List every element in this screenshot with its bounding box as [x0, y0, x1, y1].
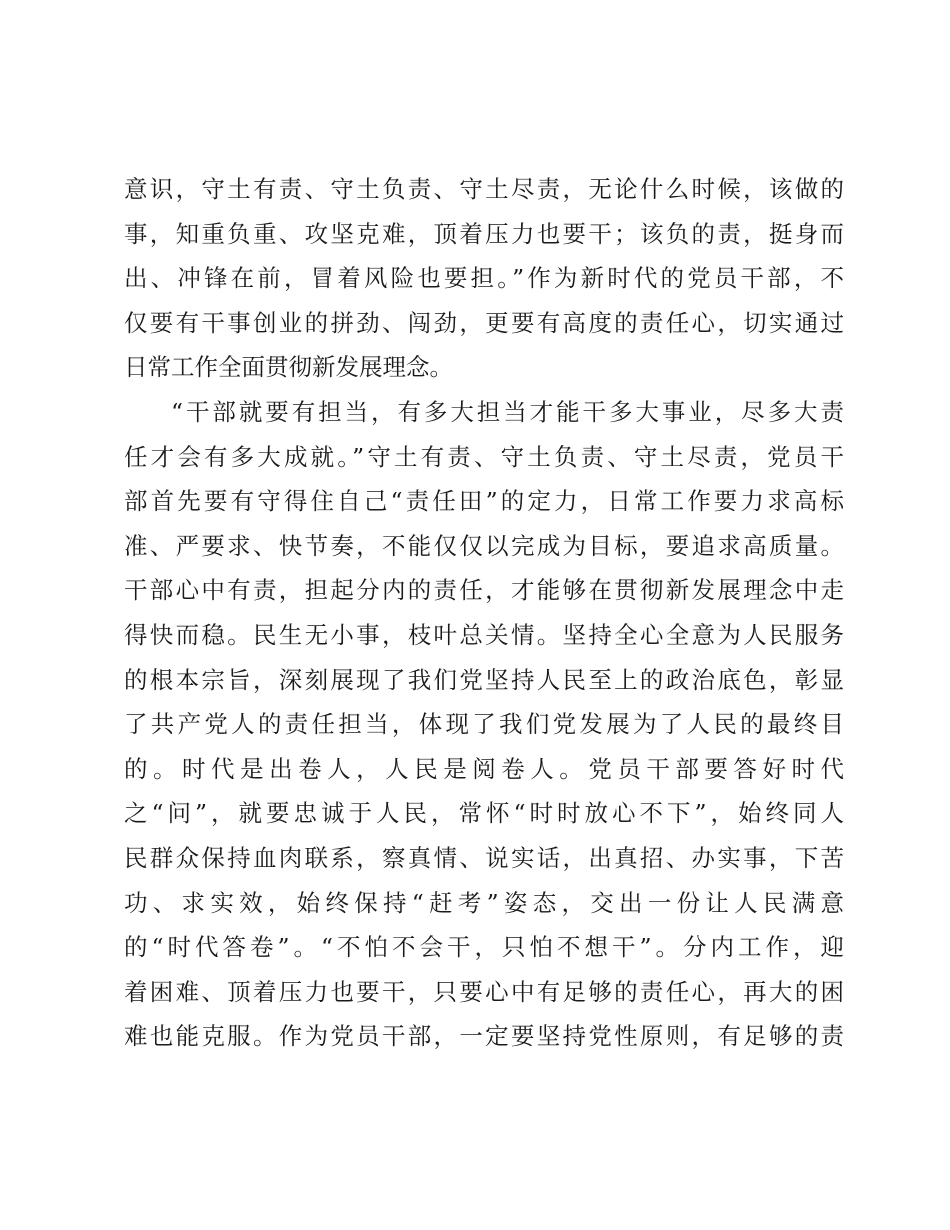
text-line: 得快而稳。民生无小事，枝叶总关情。坚持全心全意为人民服务 — [124, 620, 844, 649]
text-line: 部首先要有守得住自己“责任田”的定力，日常工作要力求高标 — [124, 487, 844, 516]
text-line: 任才会有多大成就。”守土有责、守土负责、守土尽责，党员干 — [124, 442, 844, 471]
text-line: 的根本宗旨，深刻展现了我们党坚持人民至上的政治底色，彰显 — [124, 665, 844, 694]
text-line: 干部心中有责，担起分内的责任，才能够在贯彻新发展理念中走 — [124, 576, 844, 605]
paragraph-first-line: “干部就要有担当，有多大担当才能干多大事业，尽多大责 — [171, 397, 844, 426]
text-line: 日常工作全面贯彻新发展理念。 — [124, 353, 453, 382]
text-line: 着困难、顶着压力也要干，只要心中有足够的责任心，再大的困 — [124, 977, 844, 1006]
text-line: 功、求实效，始终保持“赶考”姿态，交出一份让人民满意 — [124, 888, 844, 917]
text-line: 了共产党人的责任担当，体现了我们党发展为了人民的最终目 — [124, 710, 844, 739]
text-line: 意识，守土有责、守土负责、守土尽责，无论什么时候，该做的 — [124, 175, 844, 203]
text-line: 出、冲锋在前，冒着风险也要担。”作为新时代的党员干部，不 — [124, 264, 844, 293]
text-line: 准、严要求、快节奏，不能仅仅以完成为目标，要追求高质量。 — [124, 531, 844, 560]
text-line: 的“时代答卷”。“不怕不会干，只怕不想干”。分内工作，迎 — [124, 933, 844, 962]
text-line: 的。时代是出卷人，人民是阅卷人。党员干部要答好时代 — [124, 754, 844, 783]
text-line: 之“问”，就要忠诚于人民，常怀“时时放心不下”，始终同人 — [124, 799, 844, 828]
text-line: 难也能克服。作为党员干部，一定要坚持党性原则，有足够的责 — [124, 1022, 844, 1051]
text-line: 仅要有干事创业的拼劲、闯劲，更要有高度的责任心，切实通过 — [124, 308, 844, 337]
text-line: 民群众保持血肉联系，察真情、说实话，出真招、办实事，下苦 — [124, 843, 844, 872]
text-line: 事，知重负重、攻坚克难，顶着压力也要干；该负的责，挺身而 — [124, 219, 844, 248]
body-text — [124, 167, 844, 1059]
